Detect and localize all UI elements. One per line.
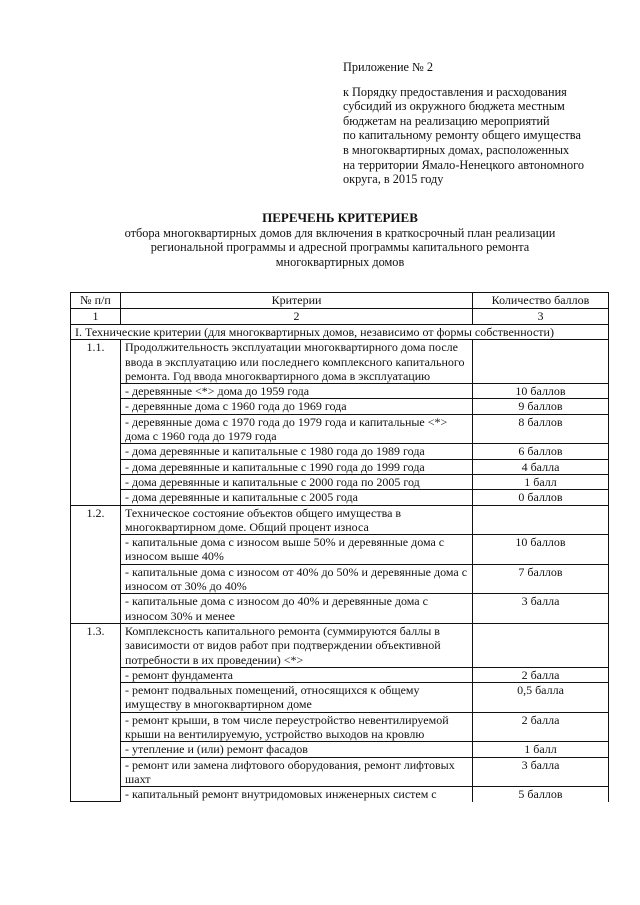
criterion-text: - дома деревянные и капитальные с 1990 года до 1999 года — [121, 459, 473, 474]
points-value: 9 баллов — [473, 399, 609, 414]
points-value: 8 баллов — [473, 414, 609, 444]
points-cell-empty — [473, 623, 609, 667]
criteria-group-title: Комплексность капитального ремонта (суммируются баллы в зависимости от видов работ при подтверждении объективной потребности в их проведении) <*> — [121, 623, 473, 667]
criterion-text: - ремонт или замена лифтового оборудования, ремонт лифтовых шахт — [121, 757, 473, 787]
criteria-group-title: Техническое состояние объектов общего имущества в многоквартирном доме. Общий процент износа — [121, 505, 473, 535]
annex-line: к Порядку предоставления и расходования — [343, 84, 567, 99]
table-row — [71, 683, 609, 713]
criteria-group-title-row — [71, 340, 609, 384]
points-cell-empty — [473, 340, 609, 384]
heading-subtitle-line: многоквартирных домов — [275, 254, 405, 269]
points-value: 1 балл — [473, 474, 609, 489]
criterion-text: - ремонт фундамента — [121, 667, 473, 682]
annex-line: бюджетам на реализацию мероприятий — [343, 113, 550, 128]
criterion-text: - капитальный ремонт внутридомовых инженерных систем с — [121, 787, 473, 802]
points-value: 3 балла — [473, 594, 609, 624]
table-row — [71, 474, 609, 489]
table-row — [71, 667, 609, 682]
section-title: I. Технические критерии (для многоквартирных домов, независимо от формы собственности) — [71, 325, 609, 340]
annex-number: Приложение № 2 — [343, 60, 434, 74]
points-value: 1 балл — [473, 742, 609, 757]
annex-line: по капитальному ремонту общего имущества — [343, 128, 581, 143]
heading-subtitle-line: отбора многоквартирных домов для включения в краткосрочный план реализации — [124, 226, 556, 240]
table-header-row — [71, 293, 609, 309]
document-heading — [90, 210, 590, 269]
criterion-text: - ремонт крыши, в том числе переустройство невентилируемой крыши на вентилируемую, устройство выходов на кровлю — [121, 712, 473, 742]
criterion-text: - ремонт подвальных помещений, относящихся к общему имуществу в многоквартирном доме — [121, 683, 473, 713]
column-number-row — [71, 309, 609, 325]
heading-subtitle-line: региональной программы и адресной программы капитального ремонта — [150, 240, 530, 255]
section-row — [71, 325, 609, 340]
criterion-text: - капитальные дома с износом до 40% и деревянные дома с износом 30% и менее — [121, 594, 473, 624]
table-row — [71, 459, 609, 474]
table-row — [71, 787, 609, 802]
column-number: 1 — [71, 309, 121, 325]
points-value: 7 баллов — [473, 564, 609, 594]
criterion-text: - деревянные <*> дома до 1959 года — [121, 384, 473, 399]
criteria-group-title-row — [71, 505, 609, 535]
criterion-text: - капитальные дома с износом выше 50% и деревянные дома с износом выше 40% — [121, 535, 473, 565]
criterion-text: - деревянные дома с 1970 года до 1979 года и капитальные <*> дома с 1960 года до 1979 года — [121, 414, 473, 444]
table-row — [71, 742, 609, 757]
points-value: 10 баллов — [473, 535, 609, 565]
criteria-number: 1.3. — [71, 623, 121, 801]
criteria-group-title: Продолжительность эксплуатации многоквартирного дома после ввода в эксплуатацию или последнего комплексного капитального ремонта. Год ввода многоквартирного дома в эксплуатацию — [121, 340, 473, 384]
points-value: 2 балла — [473, 667, 609, 682]
table-row — [71, 712, 609, 742]
points-value: 2 балла — [473, 712, 609, 742]
criteria-table-body — [71, 325, 609, 802]
criterion-text: - капитальные дома с износом от 40% до 50% и деревянные дома с износом от 30% до 40% — [121, 564, 473, 594]
annex-line: в многоквартирных домах, расположенных — [343, 142, 570, 157]
header-criteria: Критерии — [121, 293, 473, 309]
table-row — [71, 384, 609, 399]
criterion-text: - дома деревянные и капитальные с 2005 года — [121, 490, 473, 505]
column-number: 2 — [121, 309, 473, 325]
points-value: 6 баллов — [473, 444, 609, 459]
points-value: 5 баллов — [473, 787, 609, 802]
points-value: 0,5 балла — [473, 683, 609, 713]
heading-title: ПЕРЕЧЕНЬ КРИТЕРИЕВ — [262, 210, 418, 225]
annex-block — [343, 60, 613, 187]
table-row — [71, 490, 609, 505]
annex-line: округа, в 2015 году — [343, 172, 444, 187]
table-row — [71, 399, 609, 414]
points-value: 4 балла — [473, 459, 609, 474]
table-row — [71, 564, 609, 594]
points-value: 3 балла — [473, 757, 609, 787]
annex-line: субсидий из окружного бюджета местным — [343, 99, 565, 114]
table-row — [71, 444, 609, 459]
column-number: 3 — [473, 309, 609, 325]
criteria-number: 1.1. — [71, 340, 121, 505]
table-row — [71, 757, 609, 787]
table-row — [71, 594, 609, 624]
points-cell-empty — [473, 505, 609, 535]
table-row — [71, 414, 609, 444]
criterion-text: - деревянные дома с 1960 года до 1969 года — [121, 399, 473, 414]
header-points: Количество баллов — [473, 293, 609, 309]
header-number: № п/п — [71, 293, 121, 309]
criterion-text: - утепление и (или) ремонт фасадов — [121, 742, 473, 757]
criterion-text: - дома деревянные и капитальные с 2000 года по 2005 год — [121, 474, 473, 489]
criteria-number: 1.2. — [71, 505, 121, 623]
criteria-table — [70, 292, 609, 802]
annex-line: на территории Ямало-Ненецкого автономного — [343, 157, 585, 172]
points-value: 10 баллов — [473, 384, 609, 399]
table-row — [71, 535, 609, 565]
criteria-group-title-row — [71, 623, 609, 667]
points-value: 0 баллов — [473, 490, 609, 505]
criterion-text: - дома деревянные и капитальные с 1980 года до 1989 года — [121, 444, 473, 459]
